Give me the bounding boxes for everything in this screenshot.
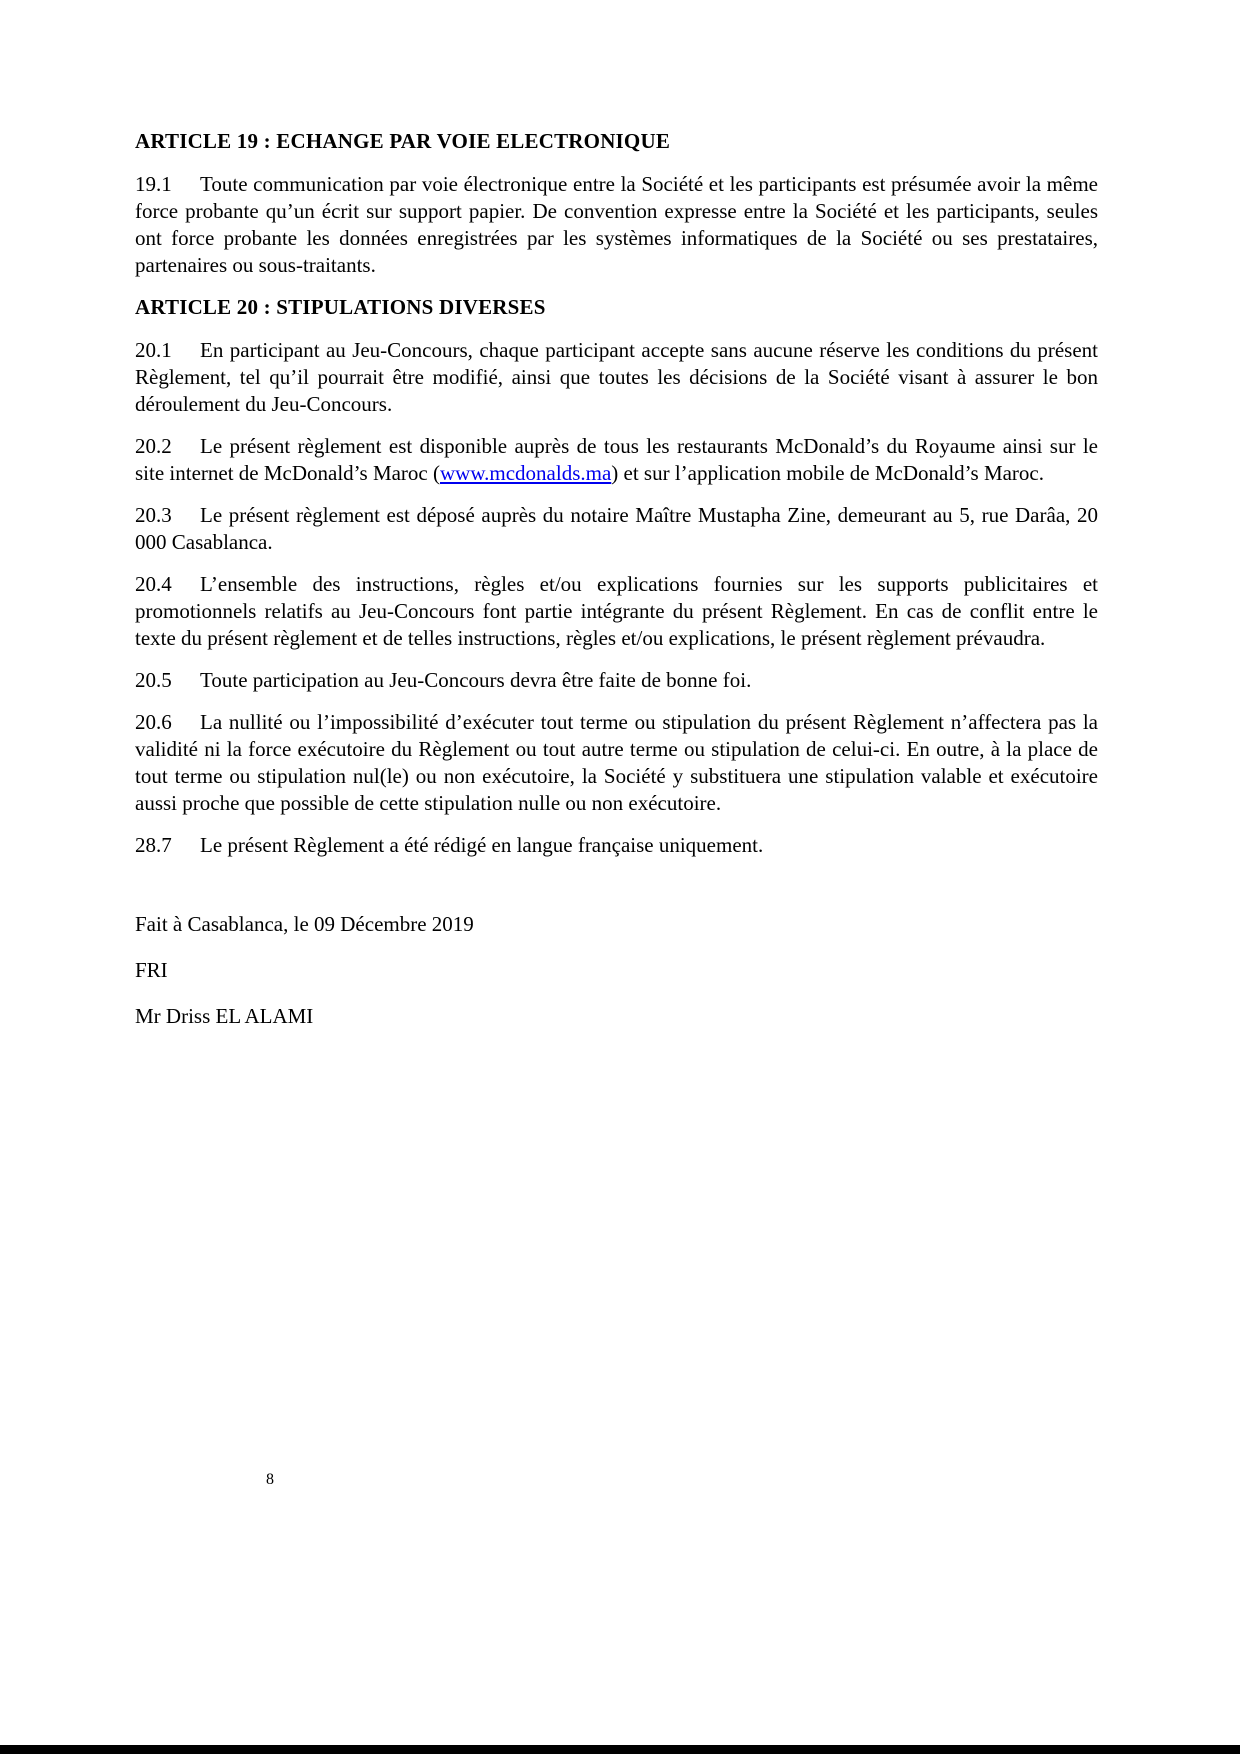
- closing-signatory: Mr Driss EL ALAMI: [135, 1004, 314, 1028]
- page-number: 8: [266, 1471, 274, 1488]
- paragraph-number: 28.7: [135, 833, 172, 857]
- paragraph-number: 19.1: [135, 172, 172, 196]
- paragraph-20-3: [135, 502, 1098, 556]
- paragraph-number: 20.1: [135, 338, 172, 362]
- closing-initials: FRI: [135, 958, 168, 982]
- paragraph-number: 20.2: [135, 434, 172, 458]
- paragraph-text: Toute communication par voie électronique entre la Société et les participants est présumée avoir la même force probante qu’un écrit sur support papier. De convention expresse entre la Société et les participants, seules ont force probante les données enregistrées par les systèmes informatiques de la Société ou ses prestataires, partenaires ou sous-traitants.: [135, 172, 1098, 277]
- paragraph-19-1: [135, 171, 1098, 279]
- closing-place-date: Fait à Casablanca, le 09 Décembre 2019: [135, 912, 474, 936]
- paragraph-20-4: [135, 571, 1098, 652]
- paragraph-number: 20.3: [135, 503, 172, 527]
- paragraph-20-2: [135, 433, 1098, 487]
- paragraph-20-5: [135, 667, 1098, 694]
- paragraph-number: 20.6: [135, 710, 172, 734]
- paragraph-text: Le présent Règlement a été rédigé en langue française uniquement.: [200, 833, 764, 857]
- article-20-heading: ARTICLE 20 : STIPULATIONS DIVERSES: [135, 295, 546, 319]
- paragraph-text: Le présent règlement est disponible auprès de tous les restaurants McDonald’s du Royaume ainsi sur le site internet de McDonald’s Maroc (: [135, 434, 1098, 485]
- article-19-heading: ARTICLE 19 : ECHANGE PAR VOIE ELECTRONIQUE: [135, 129, 671, 153]
- mcdonalds-website-link[interactable]: www.mcdonalds.ma: [440, 461, 612, 485]
- paragraph-text: Toute participation au Jeu-Concours devra être faite de bonne foi.: [200, 668, 752, 692]
- paragraph-text: ) et sur l’application mobile de McDonald’s Maroc.: [611, 461, 1044, 485]
- paragraph-text: Le présent règlement est déposé auprès du notaire Maître Mustapha Zine, demeurant au 5, rue Darâa, 20 000 Casablanca.: [135, 503, 1098, 554]
- paragraph-number: 20.5: [135, 668, 172, 692]
- page-bottom-edge-bar: [0, 1745, 1240, 1754]
- closing-block: [135, 911, 1098, 1030]
- paragraph-20-6: [135, 709, 1098, 817]
- paragraph-text: La nullité ou l’impossibilité d’exécuter tout terme ou stipulation du présent Règlement n’affectera pas la validité ni la force exécutoire du Règlement ou tout autre terme ou stipulation de celui-ci. En outre, à la place de tout terme ou stipulation nul(le) ou non exécutoire, la Société y substituera une stipulation valable et exécutoire aussi proche que possible de cette stipulation nulle ou non exécutoire.: [135, 710, 1098, 815]
- paragraph-20-1: [135, 337, 1098, 418]
- paragraph-text: En participant au Jeu-Concours, chaque participant accepte sans aucune réserve les conditions du présent Règlement, tel qu’il pourrait être modifié, ainsi que toutes les décisions de la Société visant à assurer le bon déroulement du Jeu-Concours.: [135, 338, 1098, 416]
- paragraph-28-7: [135, 832, 1098, 859]
- paragraph-number: 20.4: [135, 572, 172, 596]
- paragraph-text: L’ensemble des instructions, règles et/ou explications fournies sur les supports publicitaires et promotionnels relatifs au Jeu-Concours font partie intégrante du présent Règlement. En cas de conflit entre le texte du présent règlement et de telles instructions, règles et/ou explications, le présent règlement prévaudra.: [135, 572, 1098, 650]
- document-content: [135, 128, 1098, 1049]
